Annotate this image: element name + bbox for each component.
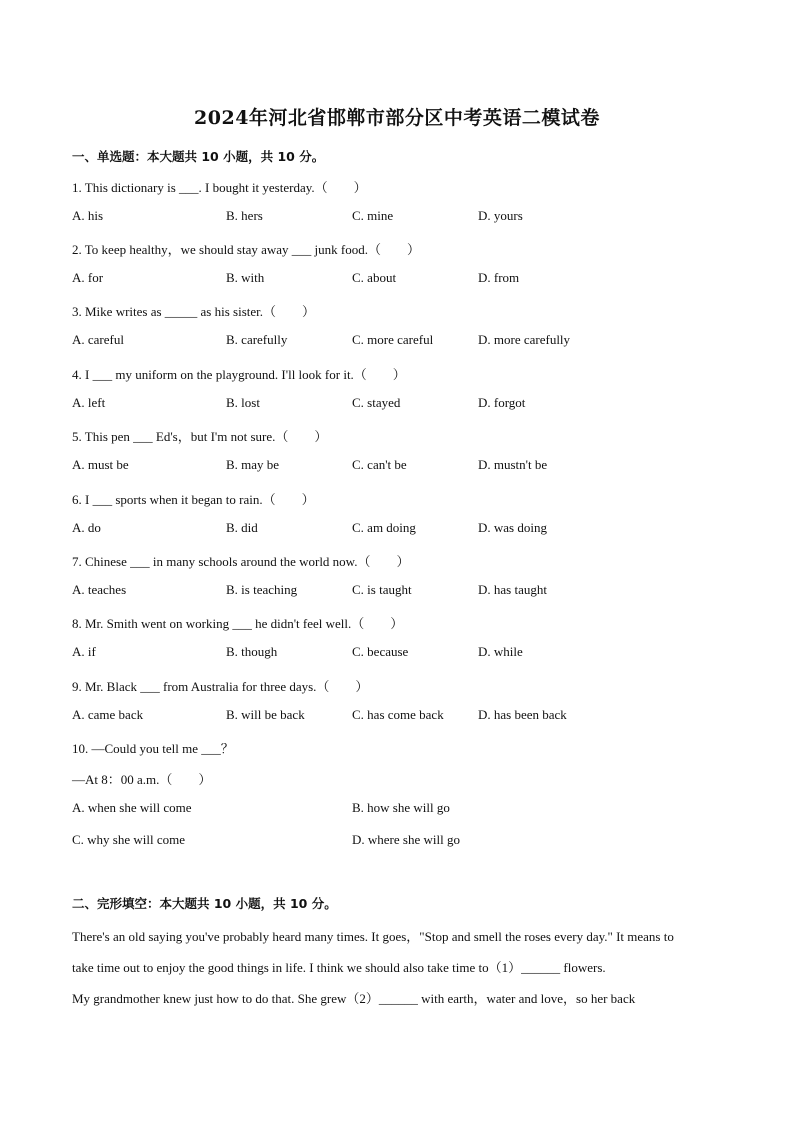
option-a: A. came back (72, 707, 144, 722)
passage-line: My grandmother knew just how to do that. She grew（2）______ with earth，water and love，so her back (72, 991, 636, 1006)
option-d: D. yours (478, 208, 523, 223)
option-b: B. carefully (226, 332, 288, 347)
option-b: B. lost (226, 395, 260, 410)
option-a: A. for (72, 270, 104, 285)
question-stem: 1. This dictionary is ___. I bought it yesterday.（ ） (72, 180, 367, 195)
option-b: B. is teaching (226, 582, 298, 597)
question-stem: 7. Chinese ___ in many schools around the world now.（ ） (72, 554, 410, 569)
question-stem: 6. I ___ sports when it began to rain.（ ） (72, 492, 315, 507)
question-stem: 5. This pen ___ Ed's，but I'm not sure.（ ） (72, 429, 328, 444)
question-stem: 2. To keep healthy，we should stay away ___ junk food.（ ） (72, 242, 420, 257)
option-d: D. from (478, 270, 520, 285)
option-b: B. how she will go (352, 800, 450, 815)
page-title: 2024年河北省邯郸市部分区中考英语二模试卷 (194, 107, 600, 129)
option-c: C. am doing (352, 520, 416, 535)
option-b: B. may be (226, 457, 280, 472)
option-d: D. mustn't be (478, 457, 548, 472)
question-stem: 8. Mr. Smith went on working ___ he didn't feel well.（ ） (72, 616, 404, 631)
option-c: C. mine (352, 208, 394, 223)
question-stem: 9. Mr. Black ___ from Australia for three days.（ ） (72, 679, 369, 694)
option-c: C. more careful (352, 332, 434, 347)
option-b: B. though (226, 644, 278, 659)
option-a: A. must be (72, 457, 129, 472)
option-b: B. did (226, 520, 258, 535)
passage-line: take time out to enjoy the good things in life. I think we should also take time to（1）______ flowers. (72, 960, 606, 975)
option-d: D. while (478, 644, 523, 659)
question-reply: —At 8：00 a.m.（ ） (72, 772, 212, 787)
option-c: C. stayed (352, 395, 401, 410)
option-d: D. has taught (478, 582, 547, 597)
option-b: B. with (226, 270, 265, 285)
option-a: A. if (72, 644, 96, 659)
option-c: C. because (352, 644, 409, 659)
option-c: C. has come back (352, 707, 444, 722)
option-d: D. where she will go (352, 832, 460, 847)
option-d: D. forgot (478, 395, 526, 410)
option-a: A. left (72, 395, 106, 410)
passage-line: There's an old saying you've probably heard many times. It goes，"Stop and smell the roses every day." It means to (72, 929, 674, 944)
option-d: D. was doing (478, 520, 547, 535)
section-heading-single-choice: 一、单选题：本大题共 10 小题，共 10 分。 (72, 149, 325, 164)
option-b: B. will be back (226, 707, 305, 722)
option-d: D. more carefully (478, 332, 571, 347)
question-stem: 3. Mike writes as _____ as his sister.（ ） (72, 304, 316, 319)
option-a: A. his (72, 208, 104, 223)
option-c: C. about (352, 270, 397, 285)
question-stem: 4. I ___ my uniform on the playground. I'll look for it.（ ） (72, 367, 406, 382)
option-a: A. careful (72, 332, 124, 347)
option-c: C. is taught (352, 582, 412, 597)
option-b: B. hers (226, 208, 263, 223)
section-heading-cloze: 二、完形填空：本大题共 10 小题，共 10 分。 (72, 896, 337, 911)
option-a: A. do (72, 520, 101, 535)
option-a: A. when she will come (72, 800, 192, 815)
option-c: C. can't be (352, 457, 407, 472)
option-a: A. teaches (72, 582, 127, 597)
question-stem: 10. —Could you tell me ___？ (72, 741, 234, 756)
option-c: C. why she will come (72, 832, 186, 847)
option-d: D. has been back (478, 707, 567, 722)
